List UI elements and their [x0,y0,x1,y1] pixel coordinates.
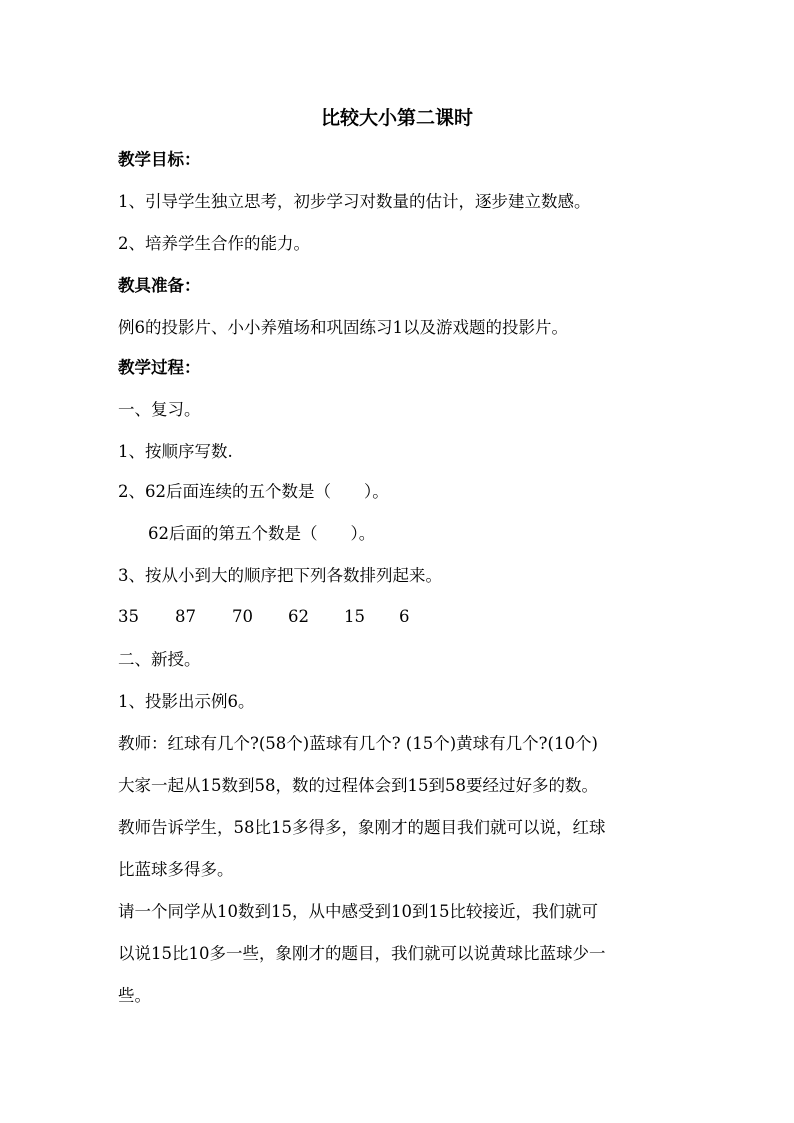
review-item-1: 1、按顺序写数. [118,442,233,461]
paragraph-line: 比蓝球多得多。 [118,860,234,879]
number-item: 15 [344,607,365,626]
document-title: 比较大小第二课时 [320,107,473,129]
teacher-question: 教师：红球有几个?(58个)蓝球有几个? (15个)黄球有几个?(10个) [118,734,598,753]
paragraph-line: 些。 [118,986,151,1005]
review-item-3: 3、按从小到大的顺序把下列各数排列起来。 [118,566,442,585]
number-item: 6 [399,607,410,626]
heading-teaching-aids: 教具准备： [118,276,201,295]
number-sequence [118,603,518,631]
new-lesson-item-1: 1、投影出示例6。 [118,692,255,711]
number-item: 35 [118,607,139,626]
teaching-aids-text: 例6的投影片、小小养殖场和巩固练习1以及游戏题的投影片。 [118,318,568,337]
review-item-2-sub: 62后面的第五个数是（ ）。 [148,524,376,543]
section-new-lesson: 二、新授。 [118,650,201,669]
review-item-2: 2、62后面连续的五个数是（ ）。 [118,482,389,501]
section-review: 一、复习。 [118,400,201,419]
paragraph-line: 教师告诉学生，58比15多得多，象刚才的题目我们就可以说，红球 [118,818,606,837]
objective-2: 2、培养学生合作的能力。 [118,234,310,253]
heading-teaching-objectives: 教学目标： [118,150,201,169]
objective-1: 1、引导学生独立思考，初步学习对数量的估计，逐步建立数感。 [118,192,591,211]
paragraph-line: 以说15比10多一些，象刚才的题目，我们就可以说黄球比蓝球少一 [118,944,606,963]
heading-teaching-process: 教学过程： [118,358,201,377]
number-item: 87 [175,607,196,626]
number-item: 70 [232,607,253,626]
paragraph-line: 大家一起从15数到58，数的过程体会到15到58要经过好多的数。 [118,776,598,795]
paragraph-line: 请一个同学从10数到15，从中感受到10到15比较接近，我们就可 [118,902,598,921]
number-item: 62 [288,607,309,626]
